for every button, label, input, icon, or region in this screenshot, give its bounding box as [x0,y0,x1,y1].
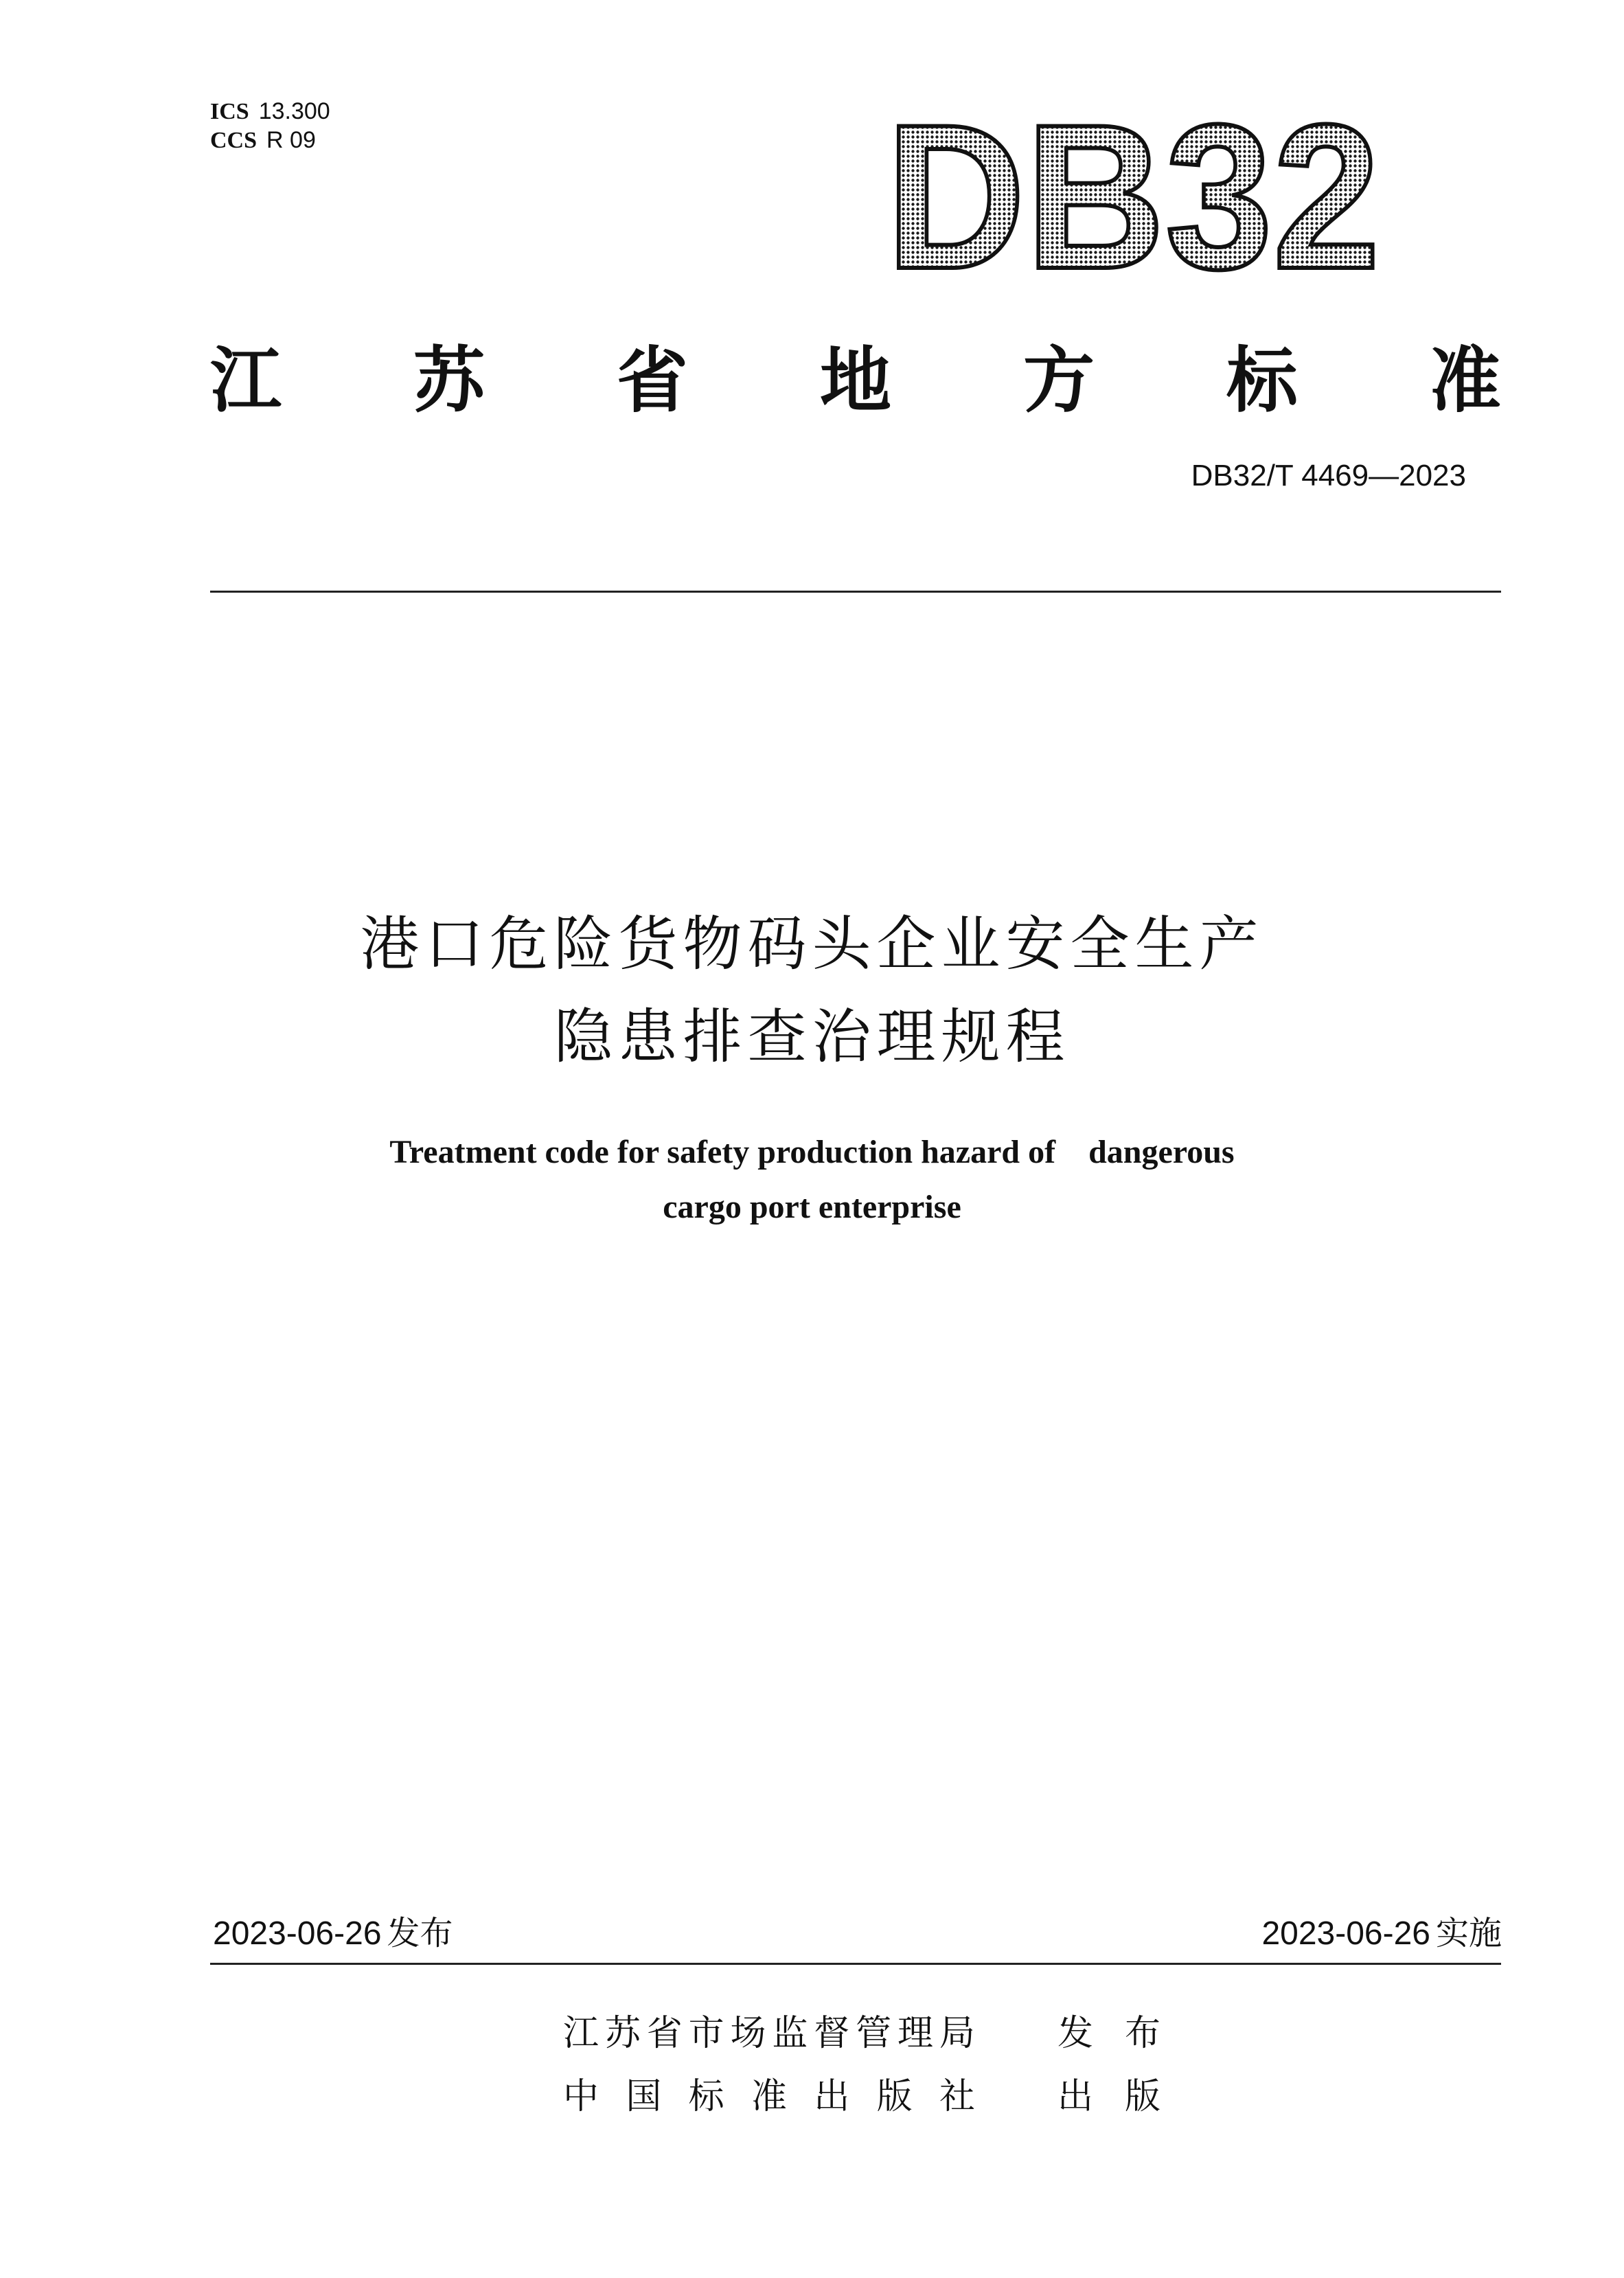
issuer-char: 管 [856,2013,892,2054]
press-action-char: 出 [1057,2076,1094,2117]
implement-word: 实施 [1435,1914,1502,1952]
title-en-line2: cargo port enterprise [663,1189,961,1225]
implement-date-value: 2023-06-26 [1261,1915,1430,1952]
issuer-action-char: 布 [1124,2013,1160,2054]
title-cn-line2: 隐患排查治理规程 [553,1003,1071,1071]
issuer-char: 市 [688,2013,724,2054]
top-divider [210,591,1501,593]
press-action [1057,2067,1160,2119]
province-title-char: 江 [210,339,282,422]
press-char: 标 [688,2076,724,2117]
press-char: 中 [563,2076,599,2117]
issuer-char: 督 [814,2013,850,2054]
standard-number: DB32/T 4469—2023 [1191,459,1466,492]
issue-word: 发布 [387,1914,453,1952]
bottom-divider [210,1963,1501,1965]
press-char: 国 [626,2076,662,2117]
province-title-char: 方 [1022,339,1095,422]
press-char: 社 [939,2076,975,2117]
issuer-action [1057,2004,1160,2055]
issuer-char: 局 [939,2013,975,2054]
issuer-char: 江 [563,2013,599,2054]
province-title-char: 地 [819,339,891,422]
implement-date [1261,1906,1502,1954]
title-cn-line1: 港口危险货物码头企业安全生产 [360,910,1264,979]
press-action-char: 版 [1124,2076,1160,2117]
issue-date [213,1906,453,1954]
province-title-char: 省 [616,339,688,422]
province-title-char: 苏 [413,339,485,422]
ccs-code [210,126,316,155]
ccs-value: R 09 [266,127,316,153]
issue-date-value: 2023-06-26 [213,1915,382,1952]
press-name [563,2067,975,2119]
province-standard-title [210,323,1501,426]
ics-label: ICS [210,99,249,124]
press-char: 出 [814,2076,850,2117]
press-char: 版 [876,2076,913,2117]
logo-text: DB32 [886,96,1380,288]
issuer-char: 理 [897,2013,934,2054]
province-title-char: 准 [1429,339,1501,422]
issuer-name [563,2004,975,2055]
issuer-char: 监 [772,2013,808,2054]
ccs-label: CCS [210,128,258,153]
ics-code [210,98,330,126]
province-title-char: 标 [1226,339,1298,422]
issuer-char: 苏 [604,2013,641,2054]
ics-value: 13.300 [258,98,330,124]
issuer-char: 省 [646,2013,683,2054]
press-char: 准 [751,2076,787,2117]
db32-logo [872,96,1394,288]
issuer-char: 场 [730,2013,766,2054]
title-en-line1: Treatment code for safety production hazard of dangerous [389,1134,1235,1170]
issuer-action-char: 发 [1057,2013,1094,2054]
